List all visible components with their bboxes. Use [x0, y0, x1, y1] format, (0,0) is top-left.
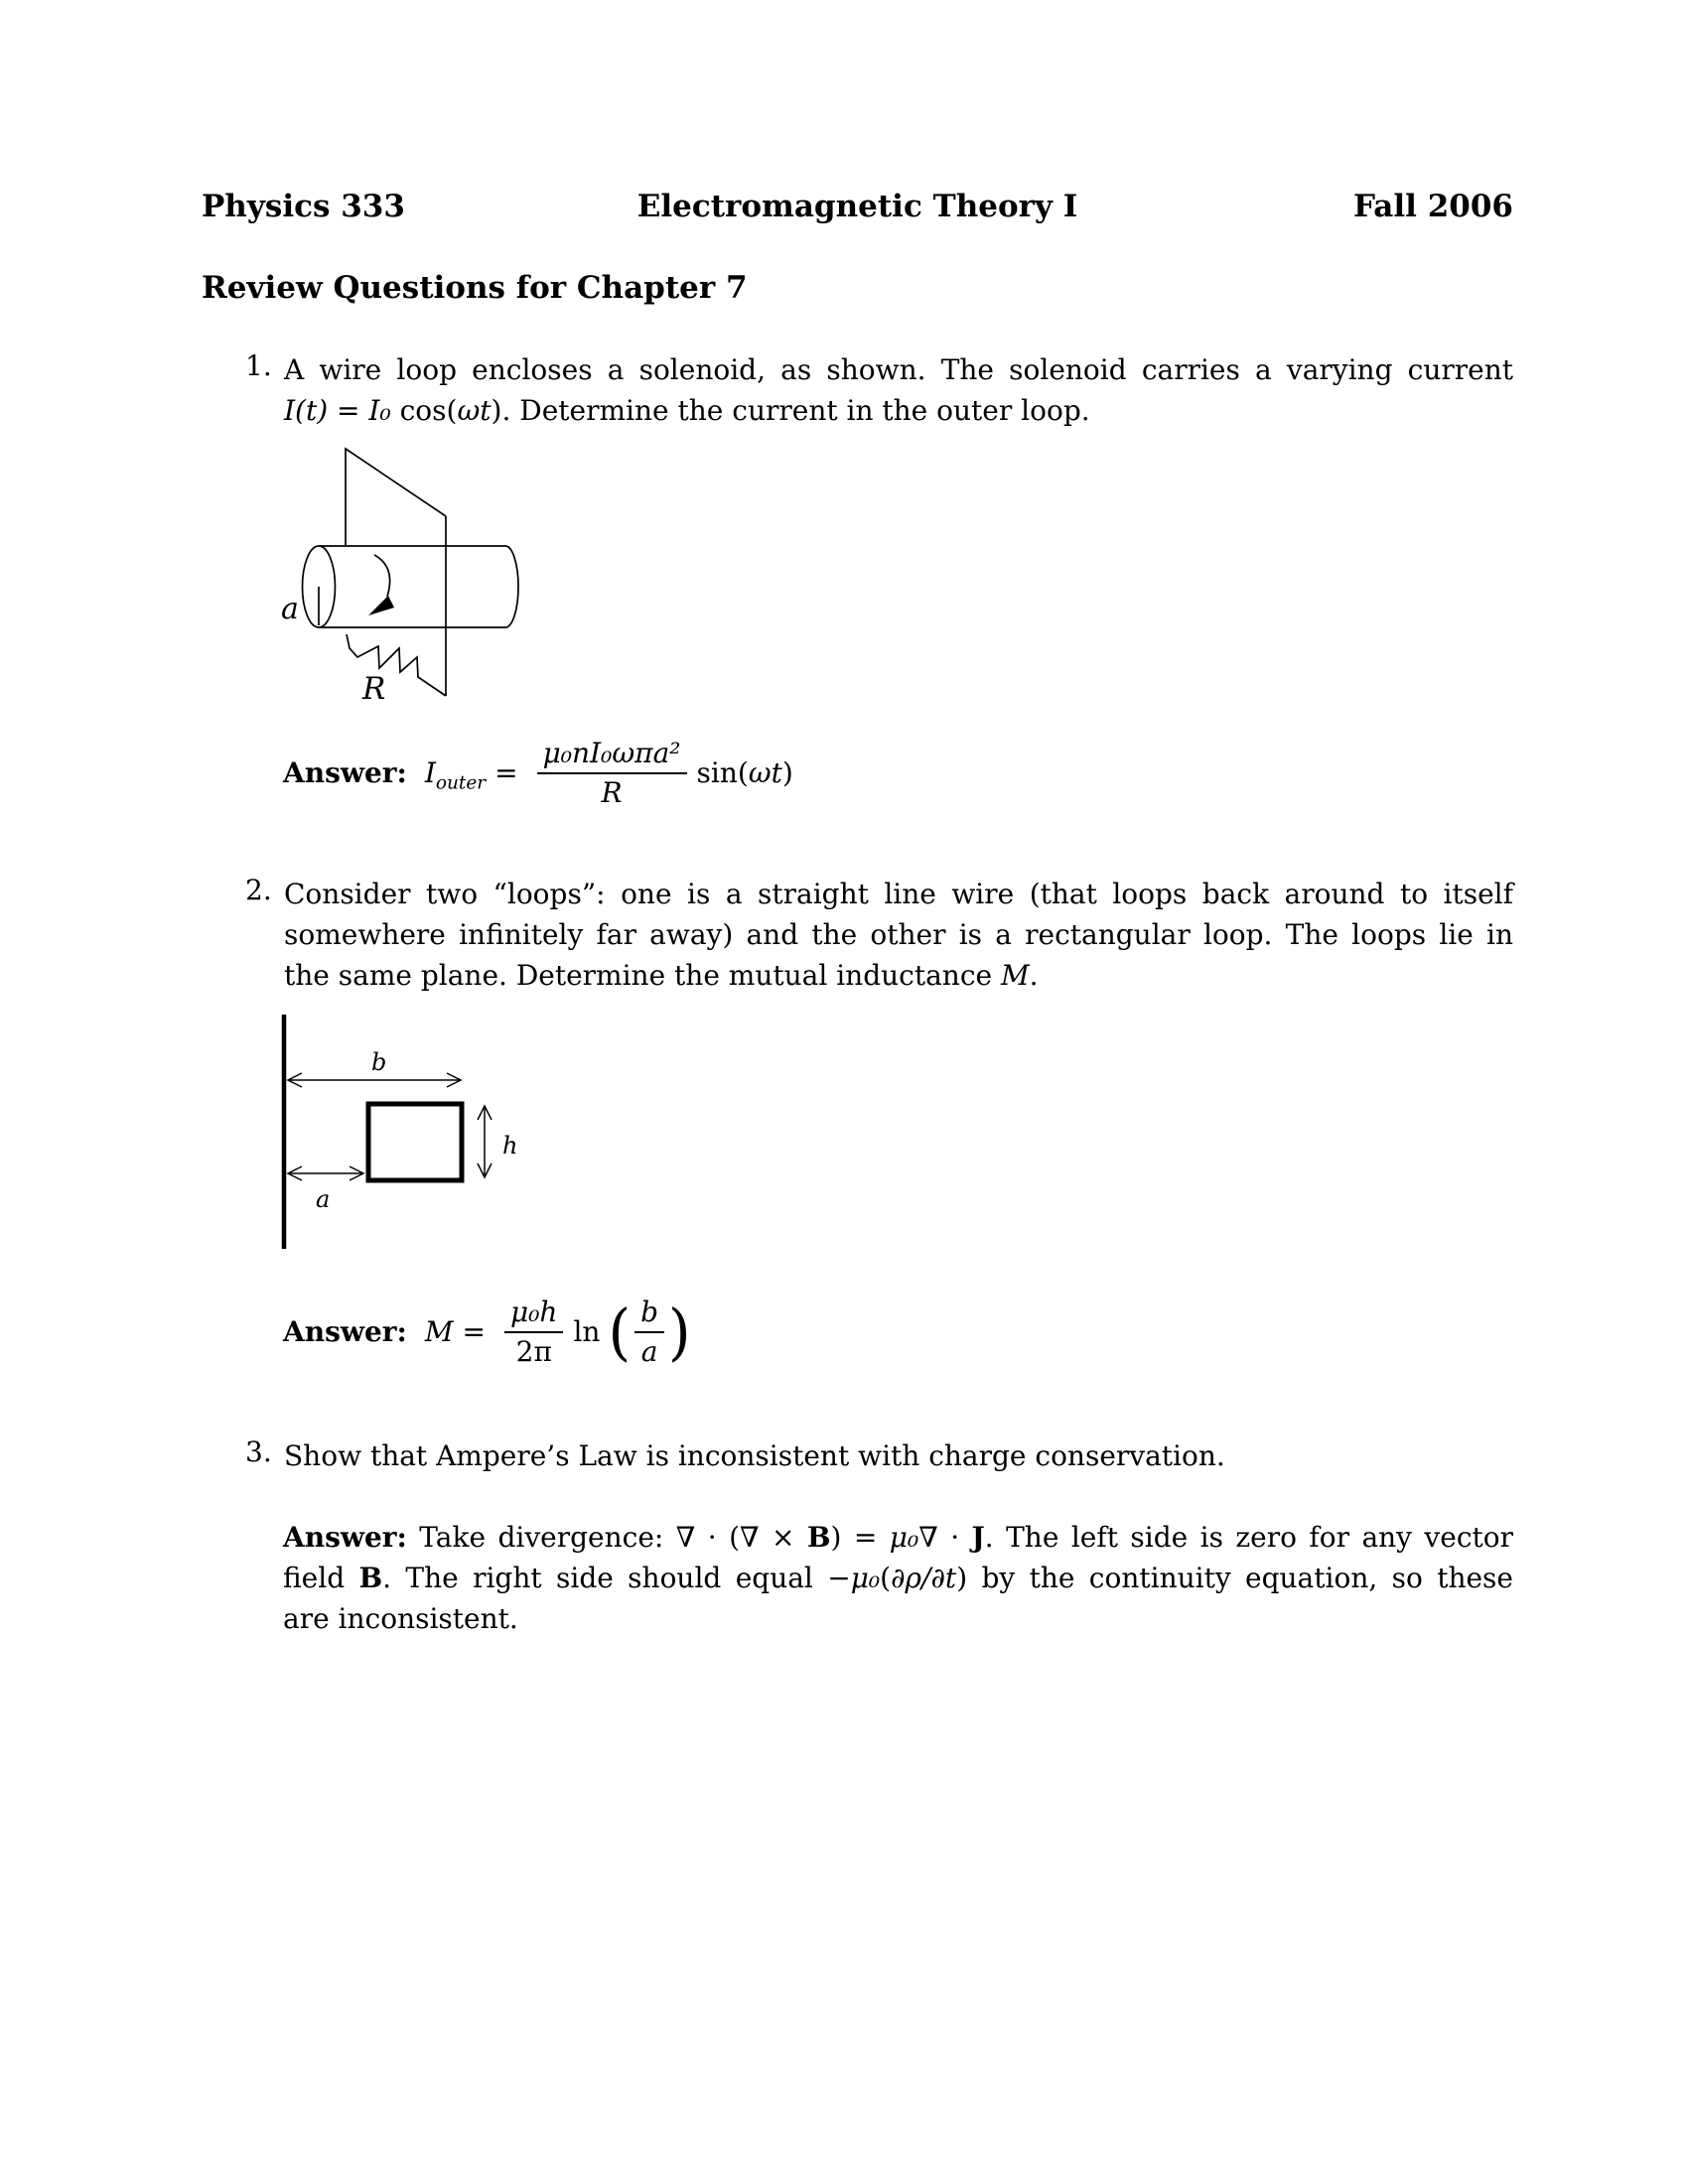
- q2-answer-equals: =: [462, 1315, 486, 1348]
- q2-answer-ln: ln: [573, 1315, 601, 1348]
- q2-figure-loops: [263, 998, 541, 1266]
- q2-text: [284, 874, 1513, 996]
- q3-line1: Show that Ampere’s Law is inconsistent with charge conservation.: [284, 1439, 1225, 1472]
- q2-answer: [283, 1296, 693, 1368]
- q2-answer-label: Answer:: [283, 1315, 407, 1348]
- q2-number: 2.: [245, 874, 272, 906]
- q2-line2: somewhere infinitely far away) and the other is a rectangular loop. The loops lie in: [284, 918, 1513, 951]
- q2-line3: the same plane. Determine the mutual inductance M.: [284, 959, 1039, 992]
- q1-answer-fraction: $\frac{\text{μ₀nI₀ωπa²}}{R}$: [537, 737, 687, 809]
- header-term: Fall 2006: [1352, 189, 1513, 224]
- q1-answer-equals: =: [494, 756, 518, 789]
- q3-text: [284, 1435, 1513, 1476]
- q1-text: [284, 349, 1513, 431]
- q2-answer-close-paren: ): [668, 1296, 691, 1368]
- header-title: Electromagnetic Theory I: [636, 189, 1078, 224]
- section-heading: Review Questions for Chapter 7: [202, 270, 748, 306]
- q3-answer: [283, 1517, 1513, 1639]
- q3-answer-line2: field B. The right side should equal −μ₀(∂ρ/∂t) by the continuity equation, so these: [283, 1562, 1513, 1594]
- fig1-label-a: a: [281, 592, 299, 626]
- q1-line1: A wire loop encloses a solenoid, as shown. The solenoid carries a varying current: [284, 353, 1513, 386]
- fig2-label-h: h: [502, 1132, 518, 1160]
- fig2-label-a: a: [316, 1185, 331, 1213]
- q1-answer-sin-term: sin(ωt): [696, 756, 793, 789]
- outer-wire-loop: [346, 449, 446, 696]
- q1-answer: [283, 737, 793, 809]
- q3-answer-line3: are inconsistent.: [283, 1602, 518, 1635]
- page-header: [202, 189, 1513, 224]
- q1-figure-solenoid: [263, 435, 561, 723]
- current-arrowhead: [368, 596, 394, 615]
- q3-number: 3.: [245, 1435, 272, 1468]
- q1-line2: I(t) = I₀ cos(ωt). Determine the current in the outer loop.: [284, 394, 1090, 427]
- fig1-label-r: R: [362, 671, 386, 707]
- q1-answer-label: Answer:: [283, 756, 407, 789]
- q2-answer-open-paren: (: [608, 1296, 632, 1368]
- rectangular-loop: [368, 1104, 462, 1180]
- solenoid-right-cap: [505, 546, 518, 627]
- q1-answer-lhs: $I_{outer}$: [424, 756, 487, 794]
- q2-answer-fraction2: $\frac{b}{a}$: [634, 1296, 664, 1368]
- q2-line1: Consider two “loops”: one is a straight line wire (that loops back around to itself: [284, 878, 1513, 910]
- q1-number: 1.: [245, 349, 272, 382]
- fig2-label-b: b: [371, 1048, 387, 1076]
- header-course: Physics 333: [202, 189, 405, 224]
- q3-answer-line1: Answer: Take divergence: ∇ · (∇ × B) = μ₀∇ · J. The left side is zero for any vector: [283, 1521, 1513, 1554]
- q2-answer-fraction1: $\frac{\text{μ₀h}}{2\pi}$: [504, 1296, 563, 1368]
- current-direction-arc: [374, 555, 390, 597]
- q2-answer-lhs: M: [424, 1315, 454, 1348]
- resistor-zigzag: [347, 634, 446, 696]
